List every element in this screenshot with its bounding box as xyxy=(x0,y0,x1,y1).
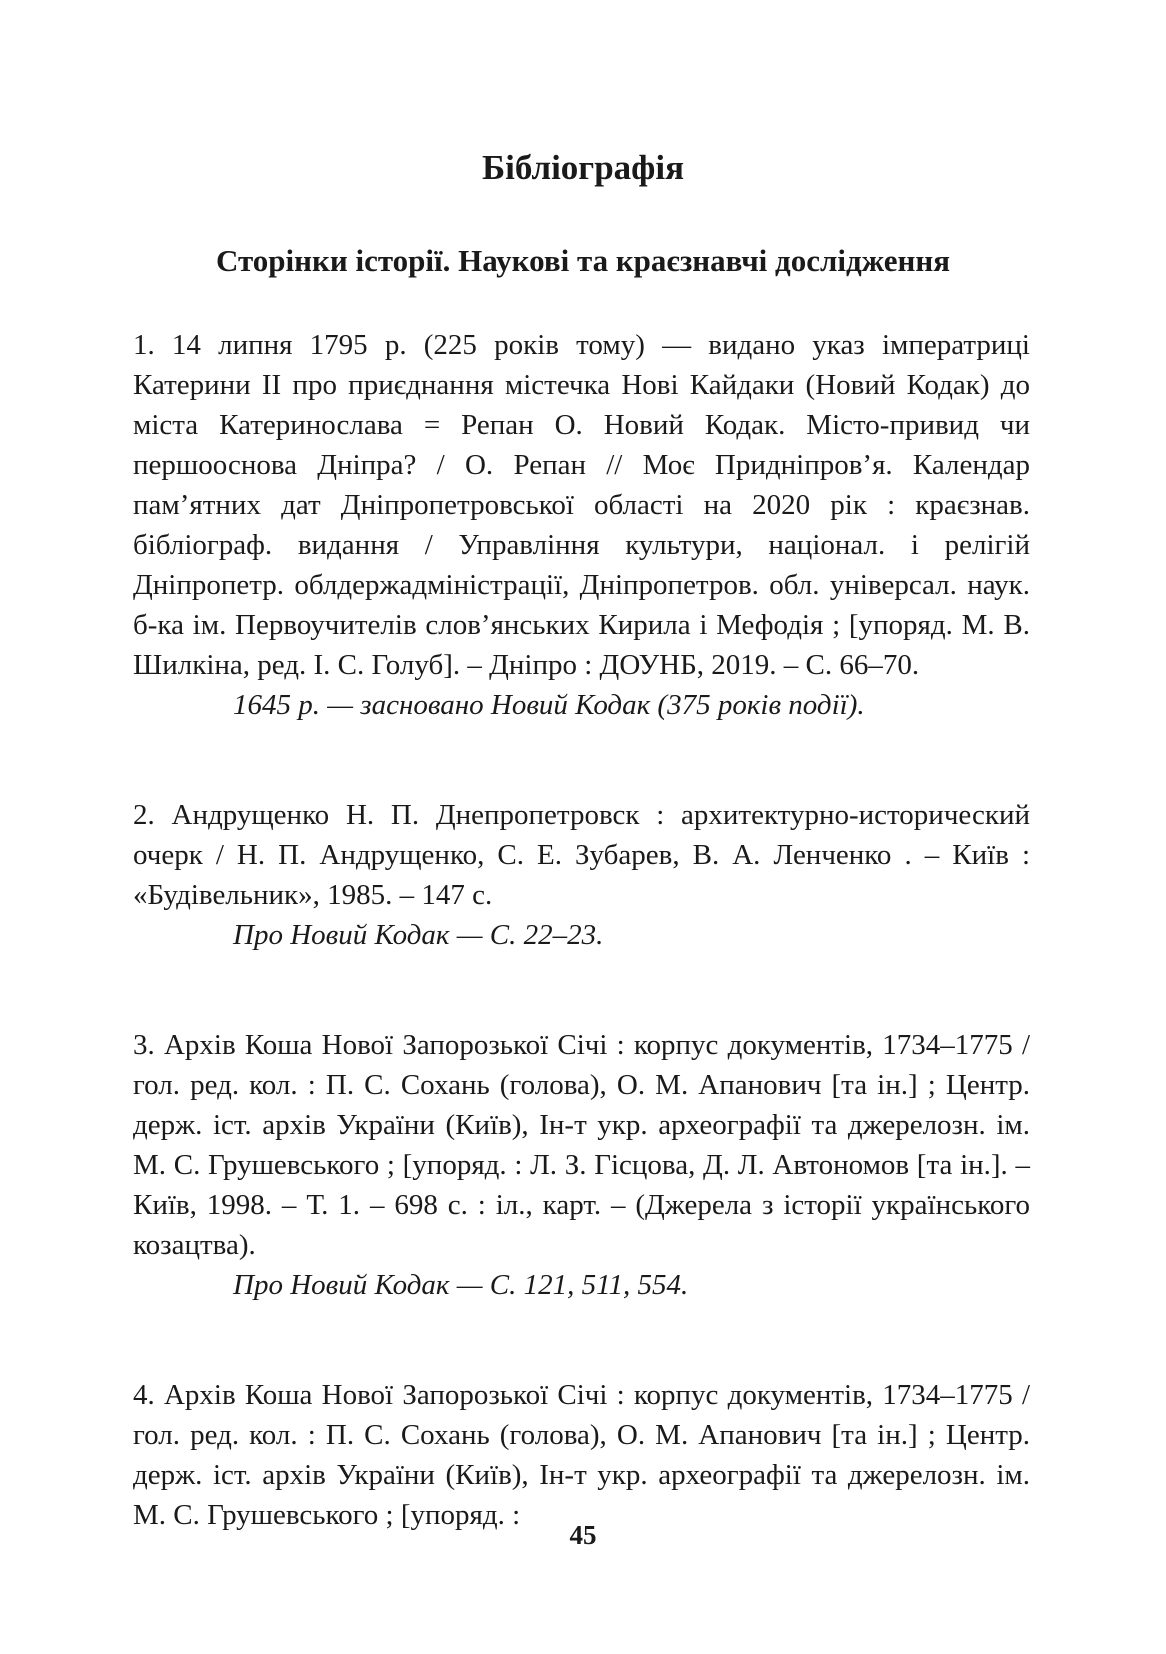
entry-note: 1645 р. — засновано Новий Кодак (375 років події). xyxy=(233,689,865,721)
page-number: 45 xyxy=(569,1520,597,1550)
entry-note: Про Новий Кодак — С. 121, 511, 554. xyxy=(233,1269,689,1301)
entry-text: 3. Архів Коша Нової Запорозької Січі : корпус документів, 1734–1775 / гол. ред. кол. : П. С. Сохань (голова), О. М. Апанович [та ін.] ; Центр. держ. іст. архів України (Київ), Ін-т укр. археографії та джерелозн. ім. М. С. Грушевського ; [упоряд. : Л. З. Гісцова, Д. Л. Автономов [та ін.]. – Київ, 1998. – Т. 1. – 698 с. : іл., карт. – (Джерела з історії українського козацтва). xyxy=(133,1029,1030,1261)
entry-note: Про Новий Кодак — С. 22–23. xyxy=(233,919,604,951)
bibliography-list xyxy=(133,325,1030,1535)
bibliography-entry-4 xyxy=(133,1375,1030,1535)
page-title: Бібліографія xyxy=(481,148,685,187)
bibliography-entry-3 xyxy=(133,1025,1030,1305)
bibliography-entry-2 xyxy=(133,795,1030,955)
bibliography-entry-1 xyxy=(133,325,1030,725)
entry-text: 2. Андрущенко Н. П. Днепропетровск : архитектурно-исторический очерк / Н. П. Андрущенко, С. Е. Зубарев, В. А. Ленченко . – Київ : «Будівельник», 1985. – 147 с. xyxy=(133,799,1030,911)
entry-text: 4. Архів Коша Нової Запорозької Січі : корпус документів, 1734–1775 / гол. ред. кол. : П. С. Сохань (голова), О. М. Апанович [та ін.] ; Центр. держ. іст. архів України (Київ), Ін-т укр. археографії та джерелозн. ім. М. С. Грушевського ; [упоряд. : xyxy=(133,1379,1030,1531)
section-subtitle: Сторінки історії. Наукові та краєзнавчі дослідження xyxy=(216,243,950,278)
entry-text: 1. 14 липня 1795 р. (225 років тому) — видано указ імператриці Катерини II про приєднання містечка Нові Кайдаки (Новий Кодак) до міста Катеринослава = Репан О. Новий Кодак. Місто-привид чи першооснова Дніпра? / О. Репан // Моє Придніпров’я. Календар пам’ятних дат Дніпропетровської області на 2020 рік : краєзнав. бібліограф. видання / Управління культури, націонал. і релігій Дніпропетр. облдержадміністрації, Дніпропетров. обл. універсал. наук. б-ка ім. Первоучителів слов’янських Кирила і Мефодія ; [упоряд. М. В. Шилкіна, ред. І. С. Голуб]. – Дніпро : ДОУНБ, 2019. – С. 66–70. xyxy=(133,329,1030,681)
